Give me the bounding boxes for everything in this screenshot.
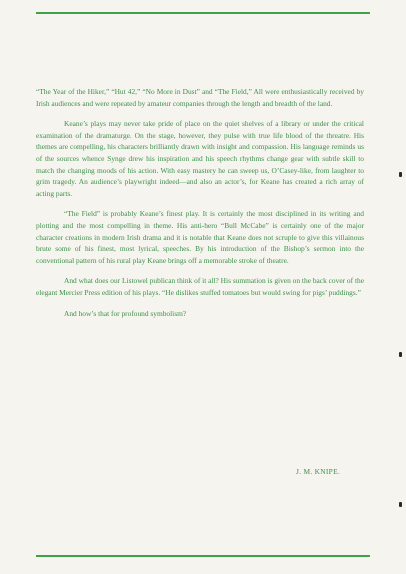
edge-mark	[399, 172, 402, 177]
paragraph-2: Keane’s plays may never take pride of place on the quiet shelves of a library or under the critical examination of the dramaturge. On the stage, however, they pulse with true life blood of the threatre. His themes are compelling, his characters brilliantly drawn with insight and compassion. His language reminds us of the sources whence Synge drew his inspiration and his speech rhythms change gear with subtle skill to match the changing moods of his action. With easy mastery he can sweep us, O’Casey-like, from laughter to grim tragedy. An audience’s playwright indeed—and also an actor’s, for Keane has created a rich array of acting parts.	[36, 119, 364, 198]
edge-mark	[399, 502, 402, 507]
paragraph-4: And what does our Listowel publican think of it all? His summation is given on the back cover of the elegant Mercier Press edition of his plays. “He dislikes stuffed tomatoes but would swing for pigs’ puddings.”	[36, 276, 364, 297]
bottom-green-rule	[36, 555, 370, 557]
author-signature: J. M. KNIPE.	[296, 467, 341, 476]
paragraph-3: “The Field” is probably Keane’s finest play. It is certainly the most disciplined in its writing and plotting and the most compelling in theme. His anti-hero “Bull McCabe” is certainly one of the major character creations in modern Irish drama and it is notable that Keane does not scruple to give this villainous brute some of his finest, most lyrical, speeches. By his introduction of the Bishop’s sermon into the conventional pattern of his rural play Keane brings off a memorable stroke of theatre.	[36, 209, 364, 265]
article-body	[36, 86, 364, 328]
edge-mark	[399, 352, 402, 357]
paragraph-5: And how’s that for profound symbolism?	[64, 308, 187, 318]
paragraph-1: “The Year of the Hiker,” “Hut 42,” “No More in Dust” and “The Field,” All were enthusiastically received by Irish audiences and were repeated by amateur companies through the length and breadth of the land.	[36, 87, 364, 108]
top-green-rule	[36, 12, 370, 14]
